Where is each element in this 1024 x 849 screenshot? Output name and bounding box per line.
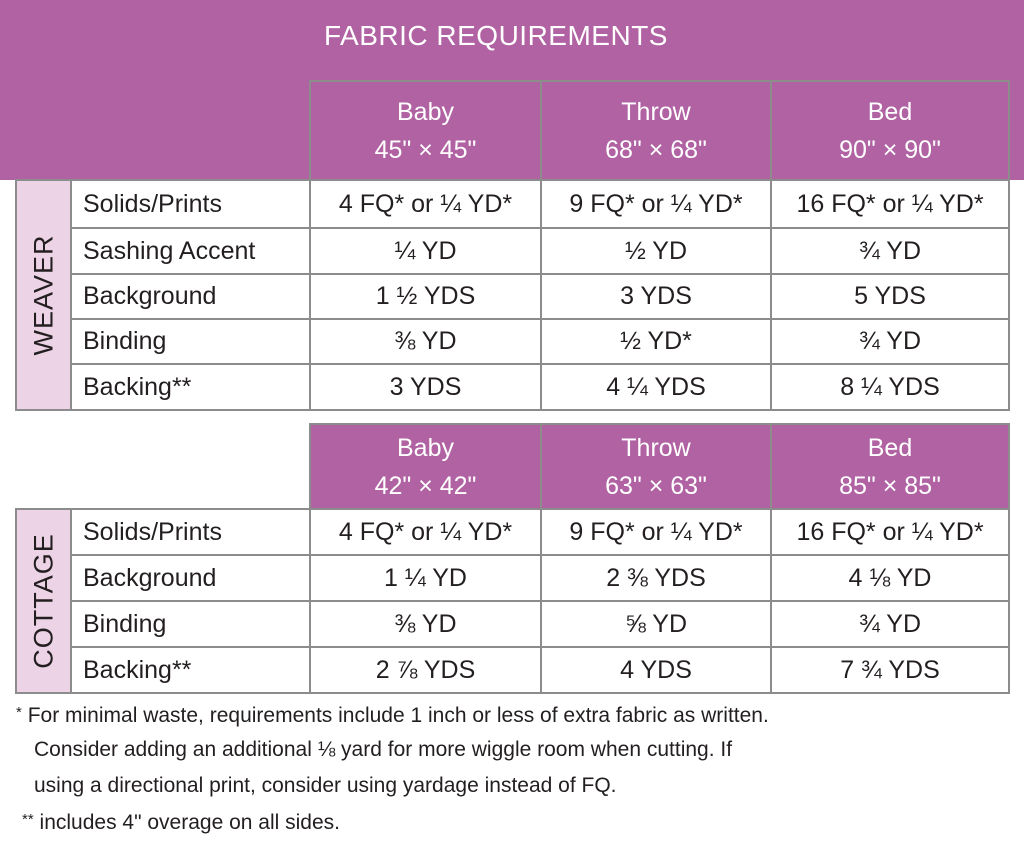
row-label: Sashing Accent bbox=[71, 228, 310, 274]
table-cell: ¾ YD bbox=[771, 228, 1009, 274]
weaver-size-bed bbox=[771, 81, 1009, 180]
size-dims: 42" × 42" bbox=[374, 471, 477, 500]
table-row bbox=[16, 509, 1009, 555]
size-name: Throw bbox=[621, 433, 691, 462]
table-cell: 1 ¼ YD bbox=[310, 555, 541, 601]
table-cell: 2 ⅞ YDS bbox=[310, 647, 541, 693]
table-cell: ¾ YD bbox=[771, 601, 1009, 647]
table-cell: 9 FQ* or ¼ YD* bbox=[541, 180, 771, 228]
footnote-marker: ** bbox=[22, 811, 34, 828]
table-cell: 4 FQ* or ¼ YD* bbox=[310, 180, 541, 228]
table-cell: 16 FQ* or ¼ YD* bbox=[771, 180, 1009, 228]
size-dims: 68" × 68" bbox=[605, 135, 707, 164]
table-cell: 4 FQ* or ¼ YD* bbox=[310, 509, 541, 555]
table-cell: 3 YDS bbox=[541, 274, 771, 319]
row-label: Background bbox=[71, 555, 310, 601]
size-name: Bed bbox=[867, 97, 913, 126]
table-cell: ½ YD* bbox=[541, 319, 771, 364]
footnote-1-line-3: using a directional print, consider using yardage instead of FQ. bbox=[34, 774, 617, 797]
cottage-size-throw bbox=[541, 424, 771, 509]
footnote-2: ** includes 4" overage on all sides. bbox=[22, 811, 341, 834]
row-label: Backing** bbox=[71, 647, 310, 693]
table-row bbox=[16, 647, 1009, 693]
table-cell: 16 FQ* or ¼ YD* bbox=[771, 509, 1009, 555]
table-row bbox=[16, 319, 1009, 364]
table-cell: 4 ⅛ YD bbox=[771, 555, 1009, 601]
size-dims: 45" × 45" bbox=[374, 135, 477, 164]
row-label: Binding bbox=[71, 319, 310, 364]
cottage-size-bed bbox=[771, 424, 1009, 509]
size-name: Baby bbox=[397, 433, 454, 462]
table-cell: ⅜ YD bbox=[310, 601, 541, 647]
cottage-section-label: COTTAGE bbox=[16, 509, 71, 693]
table-cell: ¾ YD bbox=[771, 319, 1009, 364]
table-cell: 5 YDS bbox=[771, 274, 1009, 319]
size-dims: 85" × 85" bbox=[839, 471, 941, 500]
weaver-table bbox=[15, 80, 1010, 411]
table-cell: 7 ¾ YDS bbox=[771, 647, 1009, 693]
table-cell: ⅝ YD bbox=[541, 601, 771, 647]
table-row bbox=[16, 274, 1009, 319]
table-cell: 4 YDS bbox=[541, 647, 771, 693]
footnote-1-line-2: Consider adding an additional ⅛ yard for more wiggle room when cutting. If bbox=[34, 738, 733, 761]
size-dims: 63" × 63" bbox=[605, 471, 707, 500]
size-name: Throw bbox=[621, 97, 691, 126]
cottage-size-header-row bbox=[16, 424, 1009, 509]
weaver-size-throw bbox=[541, 81, 771, 180]
row-label: Background bbox=[71, 274, 310, 319]
table-cell: ½ YD bbox=[541, 228, 771, 274]
row-label: Solids/Prints bbox=[71, 509, 310, 555]
row-label: Solids/Prints bbox=[71, 180, 310, 228]
size-dims: 90" × 90" bbox=[839, 135, 941, 164]
page-title: FABRIC REQUIREMENTS bbox=[324, 20, 668, 51]
table-row bbox=[16, 364, 1009, 410]
weaver-section-label: WEAVER bbox=[16, 180, 71, 410]
size-name: Bed bbox=[867, 433, 913, 462]
row-label: Backing** bbox=[71, 364, 310, 410]
weaver-size-header-row bbox=[16, 81, 1009, 180]
table-row bbox=[16, 228, 1009, 274]
table-cell: ¼ YD bbox=[310, 228, 541, 274]
table-row bbox=[16, 601, 1009, 647]
table-cell: 4 ¼ YDS bbox=[541, 364, 771, 410]
table-cell: 2 ⅜ YDS bbox=[541, 555, 771, 601]
table-cell: 1 ½ YDS bbox=[310, 274, 541, 319]
row-label: Binding bbox=[71, 601, 310, 647]
cottage-size-baby bbox=[310, 424, 541, 509]
table-row bbox=[16, 555, 1009, 601]
table-row bbox=[16, 180, 1009, 228]
footnote-1-line-1: * For minimal waste, requirements include 1 inch or less of extra fabric as written. bbox=[16, 704, 769, 727]
size-name: Baby bbox=[397, 97, 454, 126]
table-cell: 9 FQ* or ¼ YD* bbox=[541, 509, 771, 555]
table-cell: 3 YDS bbox=[310, 364, 541, 410]
table-cell: ⅜ YD bbox=[310, 319, 541, 364]
cottage-table bbox=[15, 423, 1010, 694]
weaver-size-baby bbox=[310, 81, 541, 180]
table-cell: 8 ¼ YDS bbox=[771, 364, 1009, 410]
footnote-marker: * bbox=[16, 704, 22, 721]
